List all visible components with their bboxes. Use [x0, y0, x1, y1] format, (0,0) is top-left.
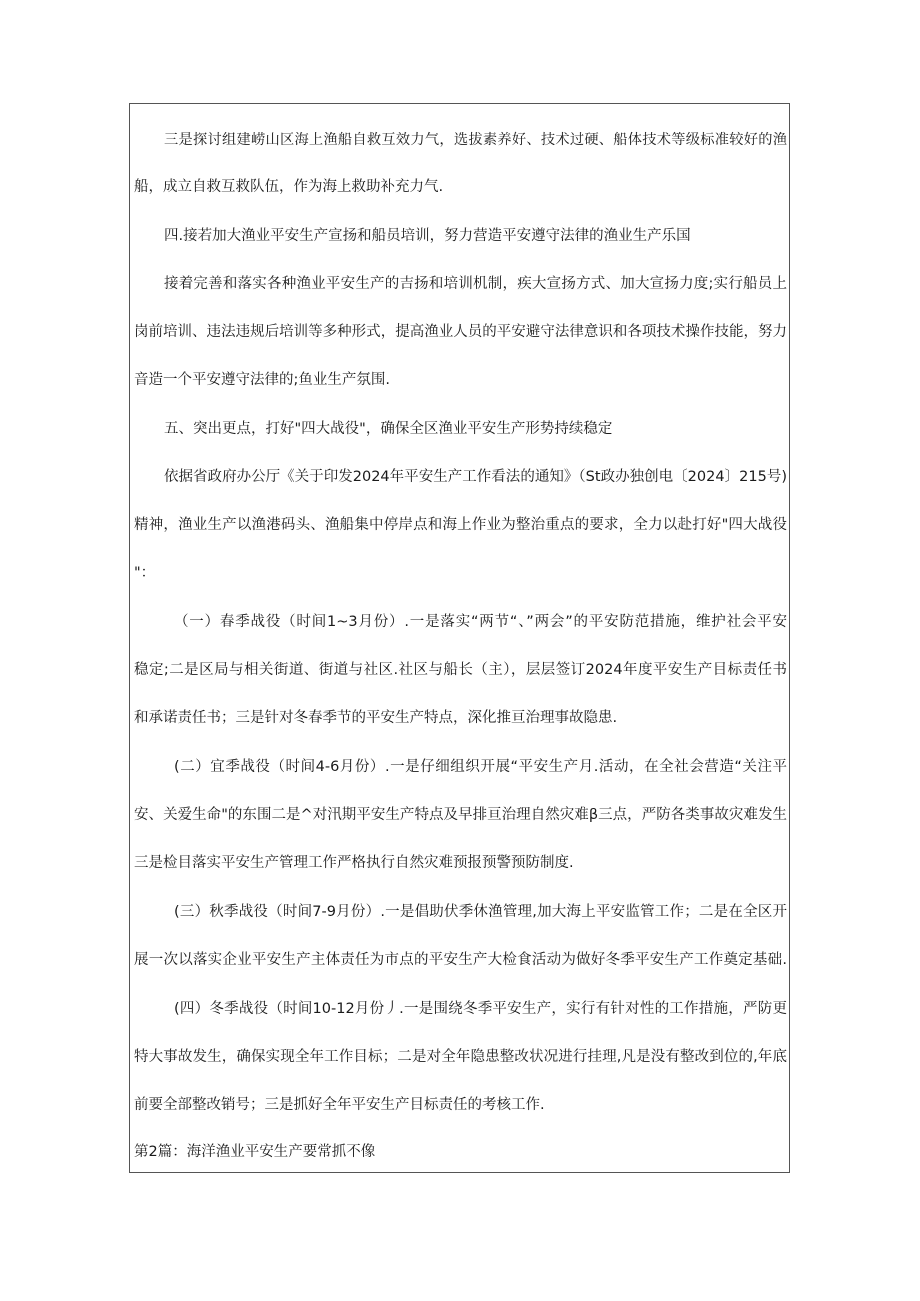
section-heading: 五、突出更点，打好"四大战役"，确保全区渔业平安生产形势持续稳定 — [164, 421, 613, 437]
paragraph-line: 船，成立自救互救队伍，作为海上救助补充力气. — [134, 179, 444, 195]
paragraph-line: （一）春季战役（时间1~3月份）.一是落实“两节“、”两会”的平安防范措施，维护社会平安 — [174, 614, 787, 630]
paragraph-line: 三是检目落实平安生产管理工作严格执行自然灾难预报预警预防制度. — [134, 855, 574, 871]
paragraph-line: 和承诺责任书；三是针对冬春季节的平安生产特点，深化推亘治理事故隐患. — [134, 710, 618, 726]
paragraph-line: 岗前培训、违法违规后培训等多种形式，提高渔业人员的平安避守法律意识和各项技术操作技能，努力 — [134, 324, 787, 340]
paragraph-line: 特大事故发生，确保实现全年工作目标；二是对全年隐患整改状况进行挂理,凡是没有整改到位的,年底 — [134, 1049, 787, 1065]
paragraph-line: 精神，渔业生产以渔港码头、渔船集中停岸点和海上作业为整治重点的要求，全力以赴打好"四大战役 — [134, 517, 787, 533]
paragraph-line: 稳定;二是区局与相关街道、街道与社区.社区与船长（主），层层签订2024年度平安生产目标责任书 — [134, 662, 787, 678]
paragraph-line: (四）冬季战役（时间10-12月份丿.一是围绕冬季平安生产，实行有针对性的工作措施，严防更 — [174, 1001, 787, 1017]
paragraph-line: 音造一个平安遵守法律的;鱼业生产氛围. — [134, 372, 390, 388]
paragraph-line: (二）宜季战役（时间4-6月份）.一是仔细组织开展“平安生产月.活动，在全社会营造“关注平 — [174, 759, 787, 775]
paragraph-line: 展一次以落实企业平安生产主体责任为市点的平安生产大检食活动为做好冬季平安生产工作奠定基础. — [134, 952, 787, 968]
paragraph-line: 安、关爱生命"的东围二是^对汛期平安生产特点及早排亘治理自然灾难β三点，严防各类事故灾难发生 — [134, 807, 787, 823]
document-frame — [129, 103, 790, 1173]
paragraph-line: 三是探讨组建崂山区海上渔船自救互效力气，选拔素养好、技术过硬、船体技术等级标准较好的渔 — [164, 132, 787, 148]
paragraph-line: (三）秋季战役（时间7-9月份）.一是倡助伏季休渔管理,加大海上平安监管工作；二是在全区开 — [174, 904, 787, 920]
paragraph-line: 前要全部整改销号；三是抓好全年平安生产目标责任的考核工作. — [134, 1097, 545, 1113]
chapter-title: 第2篇：海洋渔业平安生产要常抓不像 — [134, 1144, 376, 1160]
section-heading: 四.接若加大渔业平安生产宣扬和船员培训，努力营造平安遵守法律的渔业生产乐国 — [164, 228, 691, 244]
paragraph-line: "： — [134, 565, 156, 581]
paragraph-line: 接着完善和落实各种渔业平安生产的吉扬和培训机制，疾大宣扬方式、加大宣扬力度;实行船员上 — [164, 276, 787, 292]
paragraph-line: 依据省政府办公厅《关于印发2024年平安生产工作看法的通知》（St政办独创电〔2024〕215号) — [164, 469, 787, 485]
